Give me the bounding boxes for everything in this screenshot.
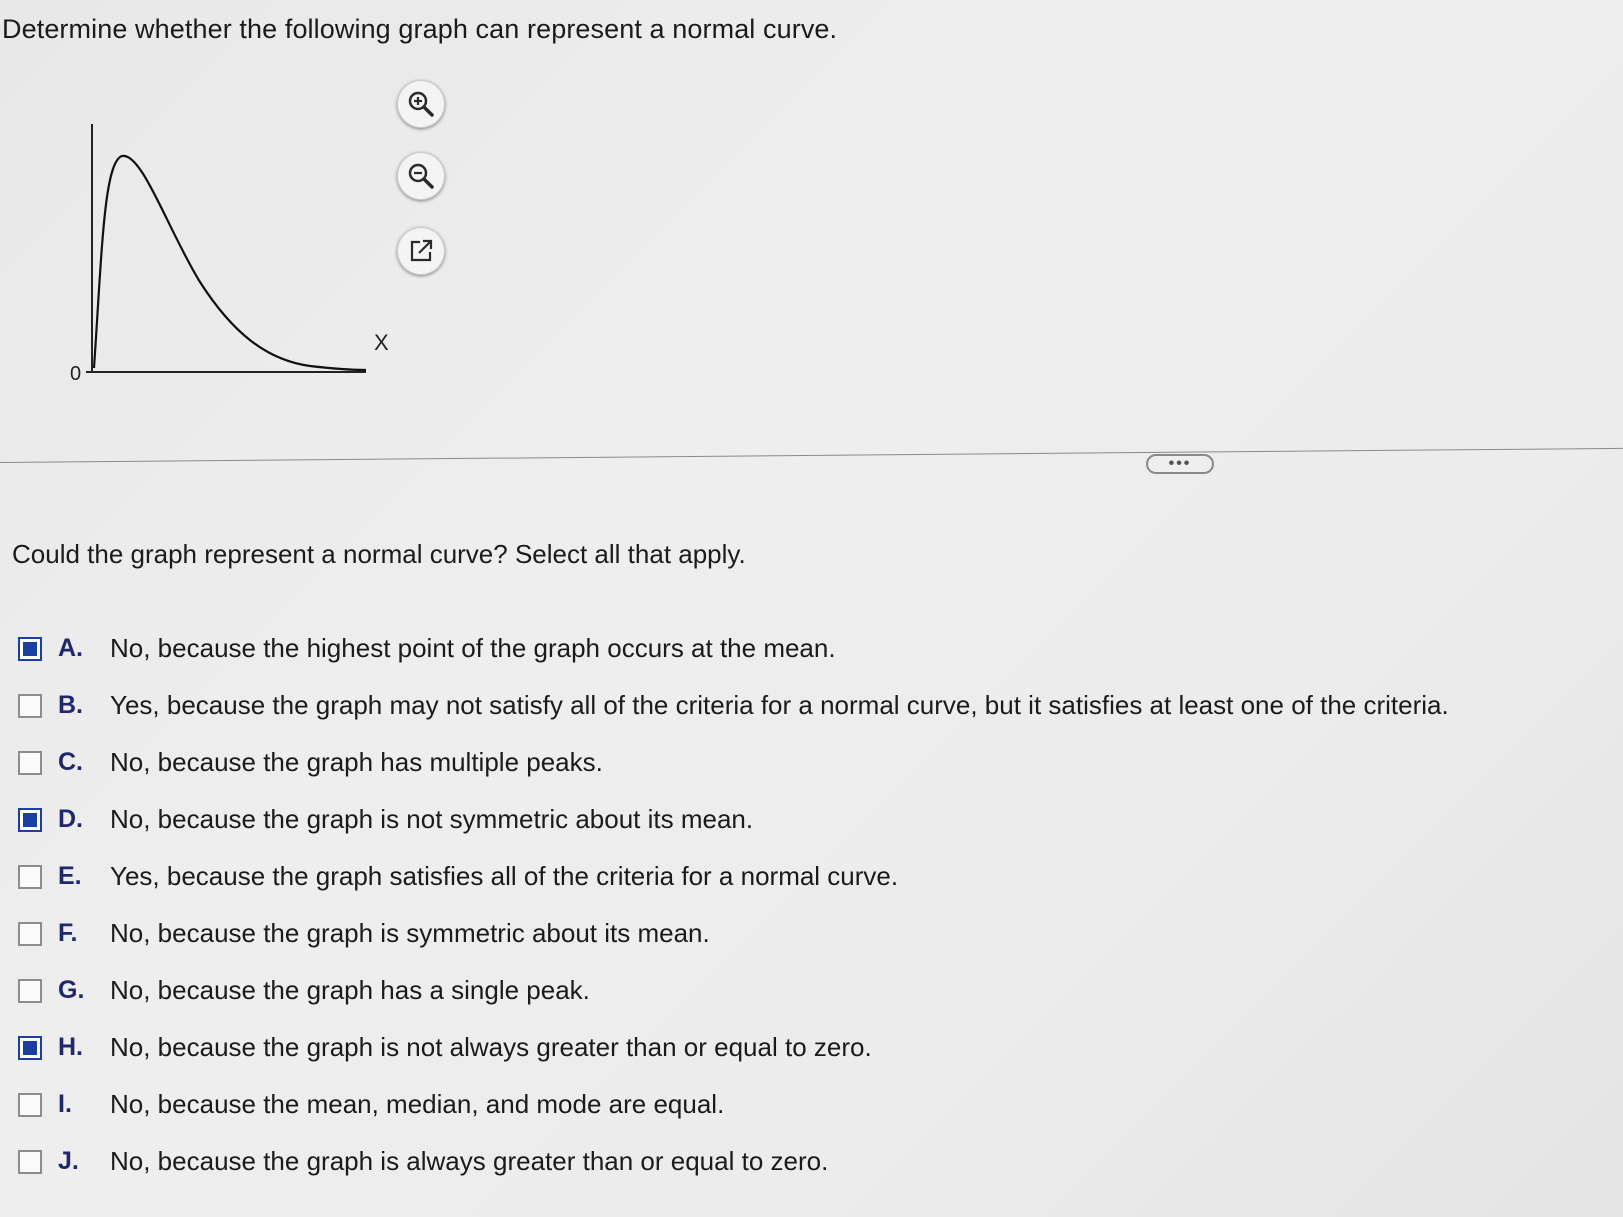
option-letter: B. [58,691,83,719]
zoom-in-icon [406,89,436,119]
option-letter: C. [58,748,83,776]
option-text: No, because the graph has a single peak. [110,975,590,1005]
option-letter: I. [58,1090,72,1118]
option-letter: J. [58,1147,79,1175]
option-g[interactable] [18,962,1608,1019]
density-curve-graph [60,110,390,390]
option-e[interactable] [18,848,1608,905]
checkbox-j[interactable] [18,1150,42,1174]
origin-label: 0 [70,363,82,385]
checkbox-h[interactable] [18,1036,42,1060]
checkbox-a[interactable] [18,637,42,661]
checkbox-d[interactable] [18,808,42,832]
option-h[interactable] [18,1019,1608,1076]
option-letter: E. [58,862,82,890]
option-text: No, because the graph is symmetric about its mean. [110,918,710,948]
popout-button[interactable] [397,227,445,275]
checkbox-c[interactable] [18,751,42,775]
more-options-button[interactable]: ••• [1146,454,1214,474]
option-j[interactable] [18,1133,1608,1190]
option-letter: H. [58,1033,83,1061]
option-text: Yes, because the graph satisfies all of the criteria for a normal curve. [110,861,899,891]
option-i[interactable] [18,1076,1608,1133]
option-text: No, because the mean, median, and mode are equal. [110,1089,725,1119]
open-in-new-window-icon [407,237,435,265]
checkbox-check-mark [23,813,37,827]
option-f[interactable] [18,905,1608,962]
option-d[interactable] [18,791,1608,848]
option-text: No, because the graph is not symmetric about its mean. [110,804,754,834]
option-text: Yes, because the graph may not satisfy all of the criteria for a normal curve, but it satisfies at least one of the criteria. [110,690,1449,720]
zoom-out-button[interactable] [397,152,445,200]
checkbox-check-mark [23,642,37,656]
x-axis-label: X [374,330,389,355]
zoom-out-icon [406,161,436,191]
option-letter: A. [58,634,83,662]
option-text: No, because the highest point of the graph occurs at the mean. [110,633,836,663]
option-text: No, because the graph is not always greater than or equal to zero. [110,1032,872,1062]
option-a[interactable] [18,620,1608,677]
checkbox-f[interactable] [18,922,42,946]
zoom-in-button[interactable] [397,80,445,128]
answer-options [18,620,1608,1190]
skewed-curve [94,156,366,370]
option-text: No, because the graph is always greater than or equal to zero. [110,1146,829,1176]
checkbox-i[interactable] [18,1093,42,1117]
option-letter: F. [58,919,78,947]
checkbox-g[interactable] [18,979,42,1003]
graph-svg [60,110,390,390]
checkbox-e[interactable] [18,865,42,889]
prompt-text: Could the graph represent a normal curve? Select all that apply. [12,539,746,569]
checkbox-b[interactable] [18,694,42,718]
option-b[interactable] [18,677,1608,734]
question-text: Determine whether the following graph can represent a normal curve. [2,14,838,44]
option-text: No, because the graph has multiple peaks. [110,747,603,777]
option-letter: D. [58,805,83,833]
option-letter: G. [58,976,85,1004]
checkbox-check-mark [23,1041,37,1055]
section-divider [0,448,1623,463]
option-c[interactable] [18,734,1608,791]
